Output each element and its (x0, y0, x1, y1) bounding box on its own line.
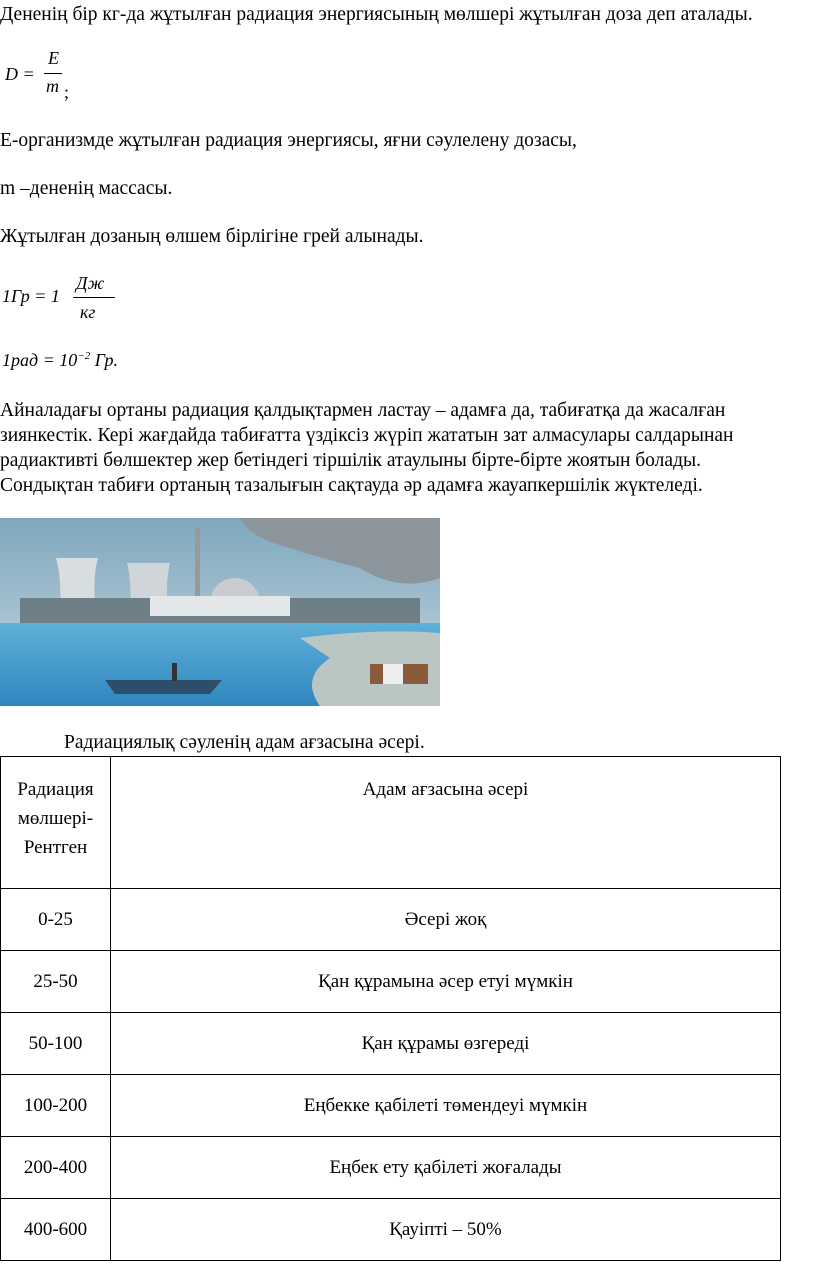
table-row (1, 1075, 781, 1137)
paragraph-line: радиактивті бөлшектер жер бетіндегі тіршілік атаулыны бірте-бірте жоятын болады. (0, 450, 701, 471)
formula-numerator: E (48, 48, 59, 68)
formula-end: ; (64, 82, 70, 102)
formula-denominator: кг (80, 302, 96, 322)
formula-rad (2, 350, 118, 371)
fraction-bar (44, 73, 62, 74)
formula-lhs: D = (5, 64, 35, 84)
formula-lhs: 1рад = 10 (2, 350, 78, 370)
dose-cell: 100-200 (1, 1075, 111, 1137)
definition-text: Дененің бір кг-да жұтылған радиация энергиясының мөлшері жұтылған доза деп аталады. (0, 4, 753, 25)
pollution-paragraph (0, 398, 816, 498)
mass-description: m –дененің массасы. (0, 178, 173, 199)
paragraph-line: зиянкестік. Кері жағдайда табиғатта үздіксіз жүріп жататын зат алмасулары салдарынан (0, 425, 734, 446)
formula-exponent: −2 (77, 350, 91, 362)
dose-cell: 0-25 (1, 889, 111, 951)
effect-cell: Еңбекке қабілеті төмендеуі мүмкін (111, 1075, 781, 1137)
formula-numerator: Дж (76, 273, 105, 293)
table-header-row (1, 757, 781, 889)
formula-rhs: Гр. (90, 350, 118, 370)
effect-cell: Қауіпті – 50% (111, 1199, 781, 1261)
effect-cell: Қан құрамы өзгереді (111, 1013, 781, 1075)
paragraph-line: Сондықтан табиғи ортаның тазалығын сақтауда әр адамға жауапкершілік жүктеледі. (0, 475, 703, 496)
formula-denominator: m (46, 76, 59, 96)
header-line: Рентген (23, 837, 88, 858)
formula-lhs: 1Гр = 1 (2, 286, 60, 306)
header-effect: Адам ағзасына әсері (111, 757, 781, 889)
table-row (1, 1013, 781, 1075)
dose-cell: 50-100 (1, 1013, 111, 1075)
energy-description: Е-организмде жұтылған радиация энергиясы, яғни сәулелену дозасы, (0, 130, 577, 151)
fraction-bar (73, 297, 115, 298)
nuclear-plant-illustration (0, 518, 440, 706)
table-row (1, 951, 781, 1013)
effect-cell: Еңбек ету қабілеті жоғалады (111, 1137, 781, 1199)
dose-cell: 400-600 (1, 1199, 111, 1261)
radiation-effects-table (0, 756, 781, 1261)
table-row (1, 1199, 781, 1261)
header-line: мөлшері- (17, 808, 94, 829)
table-row (1, 1137, 781, 1199)
dose-cell: 200-400 (1, 1137, 111, 1199)
table-row (1, 889, 781, 951)
effect-cell: Әсері жоқ (111, 889, 781, 951)
gray-unit-text: Жұтылған дозаның өлшем бірлігіне грей алынады. (0, 226, 424, 247)
dose-cell: 25-50 (1, 951, 111, 1013)
paragraph-line: Айналадағы ортаны радиация қалдықтармен ластау – адамға да, табиғатқа да жасалған (0, 400, 726, 421)
header-line: Радиация (17, 779, 94, 800)
header-dose (1, 757, 111, 889)
effect-cell: Қан құрамына әсер етуі мүмкін (111, 951, 781, 1013)
table-caption: Радиациялық сәуленің адам ағзасына әсері. (64, 732, 425, 753)
